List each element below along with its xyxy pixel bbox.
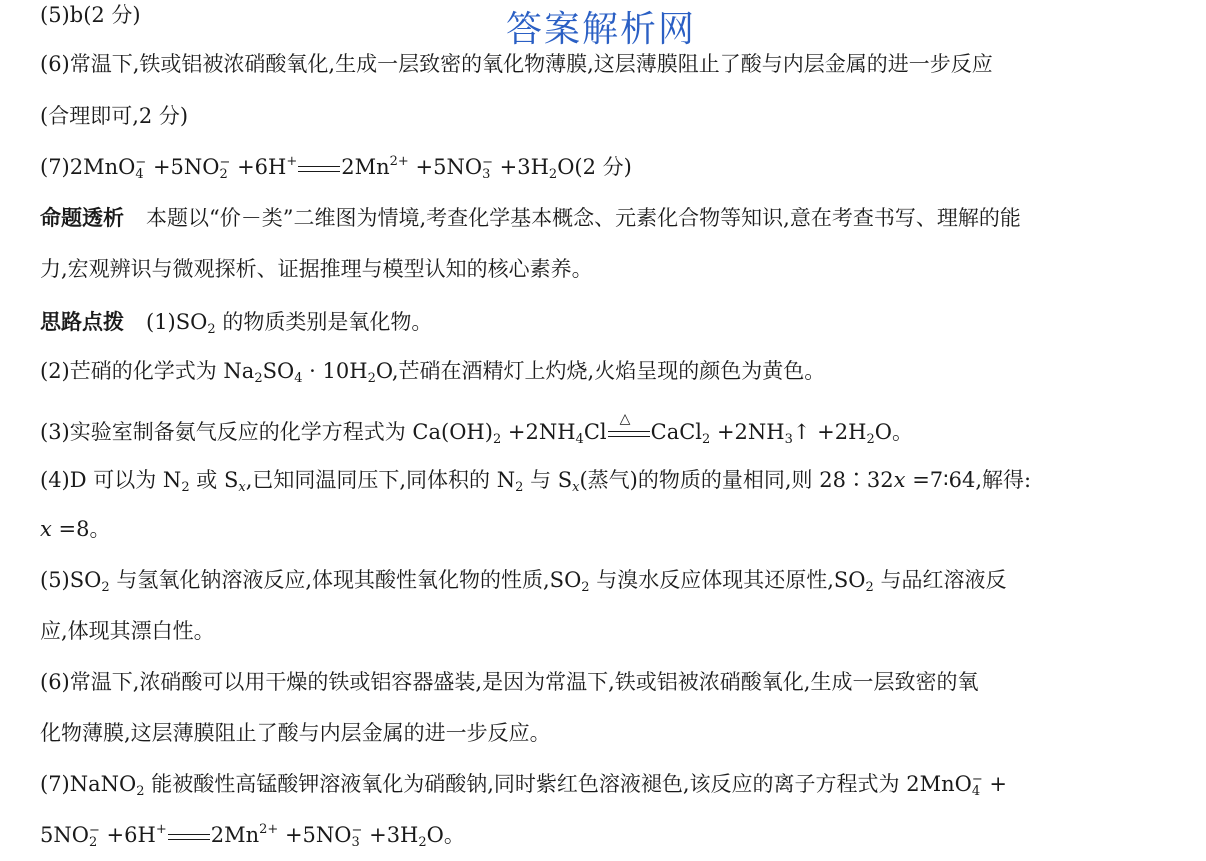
hint-5: $(5)SO_2$ 与氢氧化钠溶液反应,体现其酸性氧化物的性质$,SO_2$ 与溴水反应体现其还原性$,SO_2$ 与品红溶液反 (40, 568, 1007, 595)
answer-6: (6)常温下,铁或铝被浓硝酸氧化,生成一层致密的氧化物薄膜,这层薄膜阻止了酸与内层金属的进一步反应 (40, 52, 993, 76)
hint-1: 思路点拨 $(1)SO_2$ 的物质类别是氧化物。 (40, 309, 433, 337)
watermark: 答案解析网 (506, 9, 697, 50)
answer-5: (5)b(2 分) (40, 3, 141, 27)
hint-7: (7)NaNO$_2$ 能被酸性高锰酸钾溶液氧化为硝酸钠,同时紫红色溶液褪色,该反应的离子方程式为 2MnO − 4 + (40, 771, 1008, 799)
answer-7-score: (2 分) (574, 155, 632, 179)
heat-symbol: △ (619, 410, 631, 427)
hint-7-equation: 5NO − 2 +6H+ $2Mn^{2+} +5NO$ − 3 $+3H_2O$。 (40, 822, 465, 850)
answer-7-number: (7) (40, 155, 70, 179)
answer-6-continued: (合理即可,2 分) (40, 104, 189, 128)
hints-label: 思路点拨 (40, 309, 124, 334)
answer-7: (7)2MnO − 4 +5NO − 2 +6H+ $2Mn^{2+} +5NO$ − 3 $+3H_2O(2$ 分) (40, 154, 632, 182)
analysis-line-1 (40, 204, 1194, 232)
analysis-line-2: 力,宏观辨识与微观探析、证据推理与模型认知的核心素养。 (40, 257, 593, 281)
analysis-label: 命题透析 (40, 205, 124, 230)
hint-4-continued: x =8。 (40, 517, 111, 541)
hint-3: (3)实验室制备氨气反应的化学方程式为 $Ca(OH)_2 +2NH_4Cl$ △ CaCl$_2$ $+2NH_3↑ +2H_2O$。 (40, 410, 913, 447)
hint-4: (4)D 可以为 $N_2$ 或 $S_x$,已知同温同压下,同体积的 $N_2$ 与 $S_x$(蒸气)的物质的量相同,则 28∶32x =7∶64,解得: (40, 468, 1032, 495)
hint-6-continued: 化物薄膜,这层薄膜阻止了酸与内层金属的进一步反应。 (40, 721, 551, 745)
analysis-text-1: 本题以“价－类”二维图为情境,考查化学基本概念、元素化合物等知识,意在考查书写、理解的能 (146, 206, 1021, 230)
hint-5-continued: 应,体现其漂白性。 (40, 619, 215, 643)
hint-6: (6)常温下,浓硝酸可以用干燥的铁或铝容器盛装,是因为常温下,铁或铝被浓硝酸氧化,生成一层致密的氧 (40, 670, 979, 694)
heat-equals-sign (608, 410, 650, 437)
hint-2: (2)芒硝的化学式为 $Na_2SO_4 \cdot 10H_2O$,芒硝在酒精灯上灼烧,火焰呈现的颜色为黄色。 (40, 359, 826, 386)
